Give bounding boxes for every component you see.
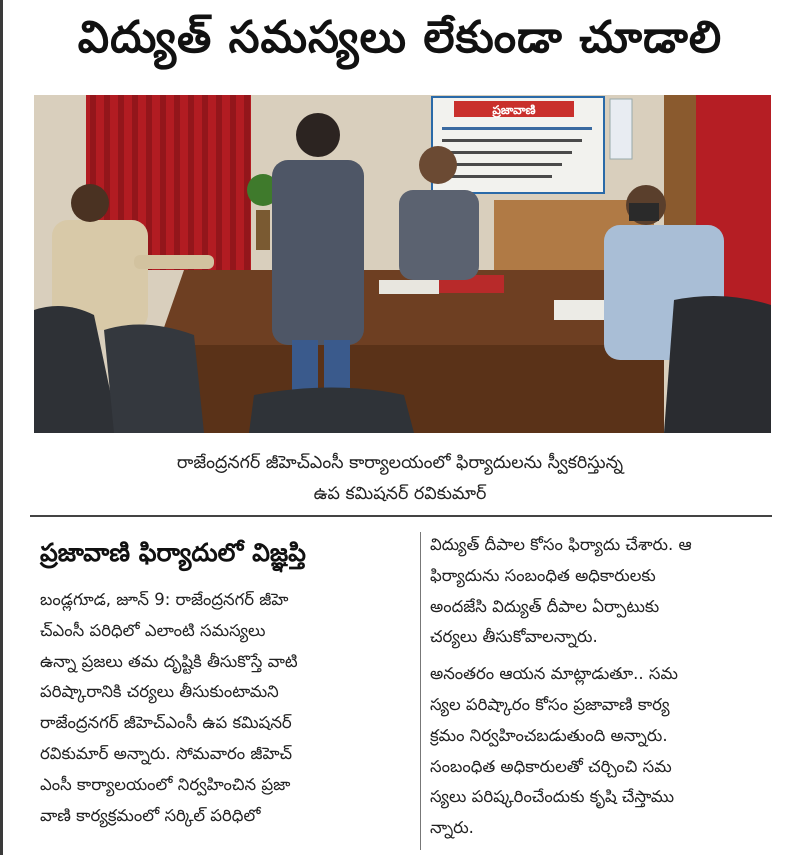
papers: [379, 280, 439, 294]
body-line: న్నారు.: [430, 818, 474, 838]
body-line: చ్ఎంసీ పరిధిలో ఎలాంటి సమస్యలు: [40, 620, 266, 640]
body-line: వాణి కార్యక్రమంలో సర్కిల్ పరిధిలో: [40, 805, 261, 825]
body-line: అందజేసి విద్యుత్ దీపాల ఏర్పాటుకు: [430, 596, 660, 616]
official-center: [399, 190, 479, 280]
article-subheading: ప్రజావాణి ఫిర్యాదులో విజ్ఞప్తి: [40, 538, 306, 567]
phone: [629, 203, 659, 221]
caption-line: రాజేంద్రనగర్ జీహెచ్ఎంసీ కార్యాలయంలో ఫిర్యాదులను స్వీకరిస్తున్న: [176, 453, 624, 473]
body-line: అనంతరం ఆయన మాట్లాడుతూ.. సమ: [430, 664, 678, 684]
chair-left-2: [104, 325, 204, 433]
body-column-right: [430, 530, 775, 844]
body-line: రాజేంద్రనగర్ జీహెచ్ఎంసీ ఉప కమిషనర్: [40, 713, 292, 733]
chair-front: [249, 388, 414, 434]
body-line: ఎంసీ కార్యాలయంలో నిర్వహించిన ప్రజా: [40, 774, 291, 794]
banner-title: ప్రజావాణి: [492, 103, 536, 117]
body-line: చర్యలు తీసుకోవాలన్నారు.: [430, 627, 598, 647]
body-line: స్యల పరిష్కారం కోసం ప్రజావాణి కార్య: [430, 694, 670, 714]
chair-right: [664, 296, 771, 433]
caption-line: ఉప కమిషనర్ రవికుమార్: [313, 484, 487, 504]
body-line: బండ్లగూడ, జూన్ 9: రాజేంద్రనగర్ జీహె: [40, 590, 289, 609]
photo-caption: [30, 448, 770, 510]
body-line: స్యలు పరిష్కరించేందుకు కృషి చేస్తాము: [430, 787, 675, 807]
office-scene-illustration: [34, 95, 771, 433]
body-column-left: [40, 585, 415, 831]
body-line: క్రమం నిర్వహించబడుతుంది అన్నారు.: [430, 725, 668, 745]
article-headline: విద్యుత్ సమస్యలు లేకుండా చూడాలి: [77, 12, 723, 63]
page-edge-rule: [0, 0, 3, 855]
standing-man: [272, 160, 364, 345]
body-line: సంబంధిత అధికారులతో చర్చించి సమ: [430, 756, 672, 776]
body-line: ఫిర్యాదును సంబంధిత అధికారులకు: [430, 565, 656, 585]
body-line: రవికుమార్ అన్నారు. సోమవారం జీహెచ్: [40, 743, 293, 763]
body-line: విద్యుత్ దీపాల కోసం ఫిర్యాదు చేశారు. ఆ: [430, 535, 692, 554]
news-photo: [34, 95, 771, 433]
wall-poster: [610, 99, 632, 159]
body-line: పరిష్కారానికి చర్యలు తీసుకుంటామని: [40, 682, 279, 702]
section-divider: [30, 515, 772, 517]
column-divider: [420, 532, 421, 850]
body-line: ఉన్నా ప్రజలు తమ దృష్టికి తీసుకొస్తే వాటి: [40, 651, 298, 671]
